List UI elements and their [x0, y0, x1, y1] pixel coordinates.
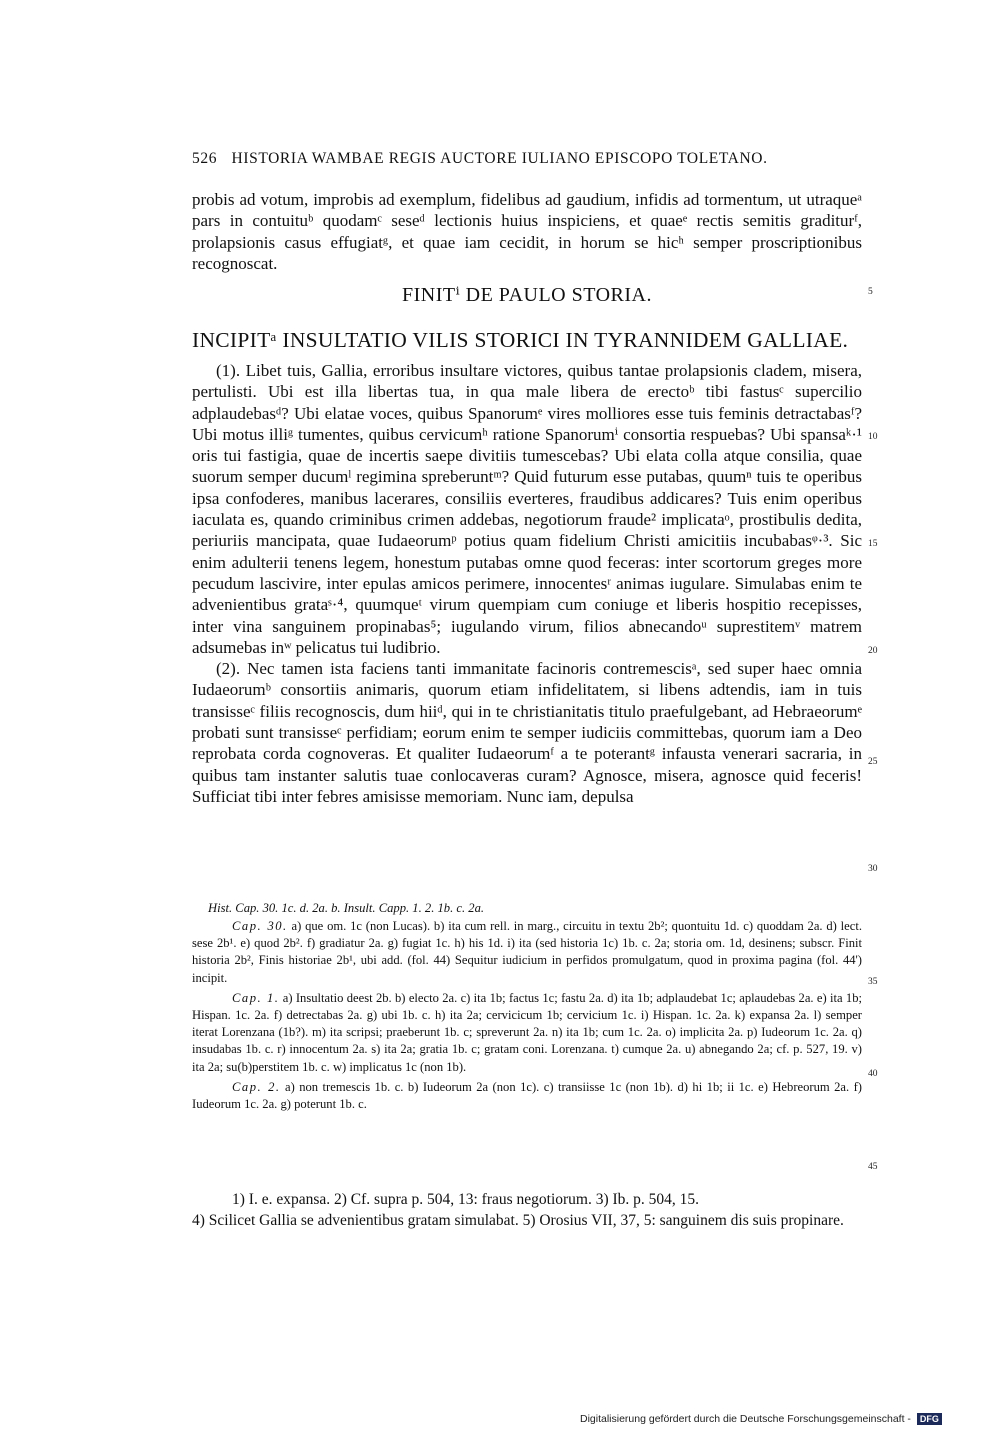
apparatus-cap-30 — [192, 918, 862, 987]
line-number: 20 — [868, 646, 878, 656]
apparatus-cap-1 — [192, 990, 862, 1076]
running-title: HISTORIA WAMBAE REGIS AUCTORE IULIANO EPISCOPO TOLETANO. — [231, 150, 768, 167]
running-header — [192, 150, 862, 168]
main-text — [192, 360, 862, 807]
paragraph-1: (1). Libet tuis, Gallia, erroribus insultare victores, quibus tantae prolapsionis cladem, misera, pertulisti. Ubi est illa libertas tua, in qua male libera de erectoᵇ tibi fastusᶜ supercilio adplaudebasᵈ? Ubi elatae voces, quibus Spanorumᵉ vires molliores esse tuis feminis detractabasᶠ? Ubi motus illiᵍ tumentes, quibus cervicumʰ ratione Spanorumⁱ consortia respuebas? Ubi spansaᵏ·¹ oris tui fastigia, quae de incertis saepe divitiis tumescebas? Ubi elata colla atque consilia, quae suorum semper ducumˡ regimina spreberuntᵐ? Quid futurum esse putabas, quumⁿ tuis te operibus ipsa confoderes, manibus lacerares, consiliis everteres, fraudibus addicares? Tuis enim operibus iaculata es, quando criminibus crimen addebas, negotiorum fraude² implicataᵒ, prostibulis dedita, periuriis mancipata, quae Iudaeorumᵖ potius quam fidelium Christi amicitiis incubabasᵠ·³. Sic enim adulterii tenens legem, honestum putabas omne quod feceras: inter scortorum greges more pecudum lascivire, inter epulas amicos perimere, innocentesʳ animas iugulare. Simulabas enim te advenientibus grataˢ·⁴, quumqueᵗ virum quempiam cum coniuge et liberis hospitio recepisses, inter vina sanguinem propinabas⁵; iugulando virum, filios abnecandoᵘ suprestitemᵛ matrem adsumebas inʷ pelicatus tui ludibrio. — [192, 361, 862, 657]
line-number: 35 — [868, 977, 878, 987]
footer-text: Digitalisierung gefördert durch die Deutsche Forschungsgemeinschaft - — [580, 1413, 911, 1425]
line-number: 40 — [868, 1069, 878, 1079]
dfg-logo-icon: DFG — [917, 1413, 942, 1425]
intro-paragraph: probis ad votum, improbis ad exemplum, fidelibus ad gaudium, infidis ad tormentum, ut utraqueᵃ pars in contuituᵇ quodamᶜ seseᵈ lectionis huius inspiciens, et quaeᵉ rectis semitis graditurᶠ, prolapsionis casus effugiatᵍ, et quae iam cecidit, in horum se hicʰ semper proscriptionibus recognoscat. — [192, 190, 862, 273]
apparatus-entries: a) Insultatio deest 2b. b) electo 2a. c) ita 1b; factus 1c; fastu 2a. d) ita 1b; adplaudebat 1c; aplaudebas 2a. e) ita 1b; Hispan. 1c. 2a. f) detrectabas 2a. g) ubi 1b. c. h) ita 2a; cervicicum 1b; cervicium 1c. i) Hispan. 1c. 2a. k) expansa 2a. l) semper iterat Lorenzana (1b?). m) ita scripsi; praeberunt 1b. c; spreverunt 2a. n) ita 1b; cum 1c. 2a. o) implicita 2a. p) Iudeorum 1c. 2a. q) insudabas 1b. c. r) innocentum 2a. s) ita 2a; gratia 1b. c; gratam coni. Lorenzana. t) cumque 2a. u) abnegando 2a; cf. p. 527, 19. v) ita 2a; su(b)perstitem 1b. c. w) implicatus 1c (non 1b). — [192, 990, 862, 1074]
line-number: 15 — [868, 539, 878, 549]
finit-heading: FINITⁱ DE PAULO STORIA. — [402, 284, 652, 306]
line-number: 5 — [868, 287, 873, 297]
line-number: 30 — [868, 864, 878, 874]
incipit-heading: INCIPITᵃ INSULTATIO VILIS STORICI IN TYRANNIDEM GALLIAE. — [192, 328, 849, 352]
critical-apparatus — [192, 918, 862, 1116]
apparatus-label: Cap. 30. — [232, 919, 288, 933]
line-number: 10 — [868, 432, 878, 442]
apparatus-entries: a) non tremescis 1b. c. b) Iudeorum 2a (non 1c). c) transiisse 1c (non 1b). d) hi 1b; ii 1c. e) Hebreorum 2a. f) Iudeorum 1c. 2a. g) poterunt 1b. c. — [192, 1079, 862, 1112]
apparatus-label: Cap. 1. — [232, 990, 280, 1005]
footnote-line: 4) Scilicet Gallia se advenientibus gratam simulabat. 5) Orosius VII, 37, 5: sanguinem dis suis propinare. — [192, 1212, 844, 1229]
digitization-footer — [580, 1413, 990, 1425]
line-number: 25 — [868, 757, 878, 767]
paragraph-2: (2). Nec tamen ista faciens tanti immanitate facinoris contremescisᵃ, sed super haec omnia Iudaeorumᵇ consortiis animaris, quorum etiam infidelitatem, si libens adtendis, iam in tuis transisseᶜ filiis recognoscis, dum hiiᵈ, qui in te christianitatis titulo praefulgebant, ad Hebraeorumᵉ probati sunt transisseᶜ perfidiam; eorum enim te semper iudiciis committebas, quorum iam a Deo reprobata corda cognoveras. Et qualiter Iudaeorumᶠ a te poterantᵍ infausta venerari sacraria, in quibus tam instanter salutis tuae conlocaveras curam? Agnosce, misera, agnosce quid feceris! Sufficiat tibi inter febres amisisse memoriam. Nunc iam, depulsa — [192, 659, 862, 806]
intro-paragraph-block — [192, 189, 862, 274]
apparatus-label: Cap. 2. — [232, 1079, 281, 1094]
footnote-line: 1) I. e. expansa. 2) Cf. supra p. 504, 13: fraus negotiorum. 3) Ib. p. 504, 15. — [232, 1191, 700, 1208]
line-number: 45 — [868, 1162, 878, 1172]
page-number: 526 — [192, 150, 218, 167]
apparatus-entries: a) que om. 1c (non Lucas). b) ita cum rell. in marg., circuitu in textu 2b²; quontuitu 1d. c) quoddam 2a. d) lect. sese 2b¹. e) quod 2b². f) gradiatur 2a. g) fugiat 1c. h) his 1d. i) ita (sed historia 1c) 1b. c. 2a; storia om. 1d, desinens; subscr. Finit historia 2b², Finis historiae 2b¹, ubi add. (fol. 44) Sequitur iudicium in perfidos promulgatum, quod in proxima pagina (fol. 44') incipit. — [192, 919, 862, 985]
footnotes — [192, 1189, 862, 1231]
apparatus-sources: Hist. Cap. 30. 1c. d. 2a. b. Insult. Capp. 1. 2. 1b. c. 2a. — [208, 901, 485, 915]
apparatus-cap-2 — [192, 1079, 862, 1113]
